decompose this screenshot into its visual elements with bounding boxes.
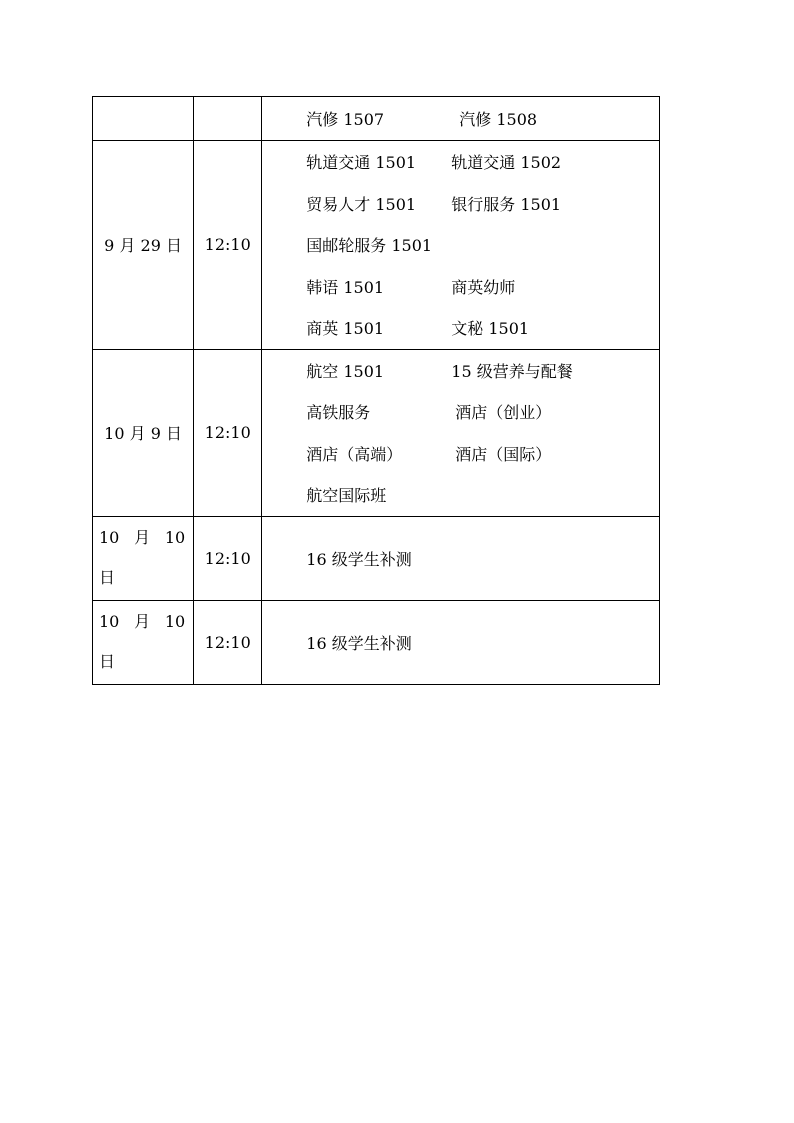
note-text: 16 级学生补测: [306, 549, 412, 569]
classes-cell: [262, 349, 660, 516]
table-row: [93, 97, 660, 141]
class-name: 银行服务 1501: [451, 194, 562, 214]
class-name: 轨道交通 1502: [451, 153, 562, 173]
time-cell: 12:10: [194, 516, 262, 600]
class-line: [306, 474, 659, 516]
time-cell: 12:10: [194, 600, 262, 684]
class-line: [306, 433, 659, 475]
class-name: 高铁服务: [306, 403, 371, 423]
class-name: 国邮轮服务 1501: [306, 236, 433, 256]
classes-cell: [262, 97, 660, 141]
classes-cell: [262, 600, 660, 684]
classes-cell: [262, 141, 660, 350]
class-line: [306, 391, 659, 433]
date-cell: 10 月 9 日: [93, 349, 194, 516]
schedule-table: [92, 96, 660, 685]
class-name: 商英幼师: [451, 277, 516, 297]
class-name: 汽修 1507: [306, 110, 385, 129]
class-name: 15 级营养与配餐: [451, 361, 573, 381]
class-name: 航空国际班: [306, 486, 387, 506]
class-line: [306, 97, 659, 140]
class-name: 贸易人才 1501: [306, 194, 417, 214]
date-cell: 10 月 10 日: [93, 516, 194, 600]
class-name: 韩语 1501: [306, 277, 385, 297]
class-line: [306, 141, 659, 183]
class-name: 汽修 1508: [459, 110, 538, 129]
class-name: 轨道交通 1501: [306, 153, 417, 173]
classes-cell: [262, 516, 660, 600]
class-line: [306, 266, 659, 308]
class-name: 酒店（高端）: [306, 444, 403, 464]
class-name: 文秘 1501: [451, 319, 530, 339]
class-name: 酒店（创业）: [455, 403, 552, 423]
table-row: [93, 349, 660, 516]
class-name: 酒店（国际）: [455, 444, 552, 464]
date-cell: 10 月 10 日: [93, 600, 194, 684]
class-line: [306, 183, 659, 225]
note-text: 16 级学生补测: [306, 633, 412, 653]
table-row: [93, 516, 660, 600]
time-cell: [194, 97, 262, 141]
date-cell: 9 月 29 日: [93, 141, 194, 350]
table-row: [93, 600, 660, 684]
time-cell: 12:10: [194, 349, 262, 516]
class-line: [306, 307, 659, 349]
table-row: [93, 141, 660, 350]
class-name: 航空 1501: [306, 361, 385, 381]
class-line: [306, 350, 659, 392]
date-cell: [93, 97, 194, 141]
class-line: [306, 224, 659, 266]
time-cell: 12:10: [194, 141, 262, 350]
class-name: 商英 1501: [306, 319, 385, 339]
